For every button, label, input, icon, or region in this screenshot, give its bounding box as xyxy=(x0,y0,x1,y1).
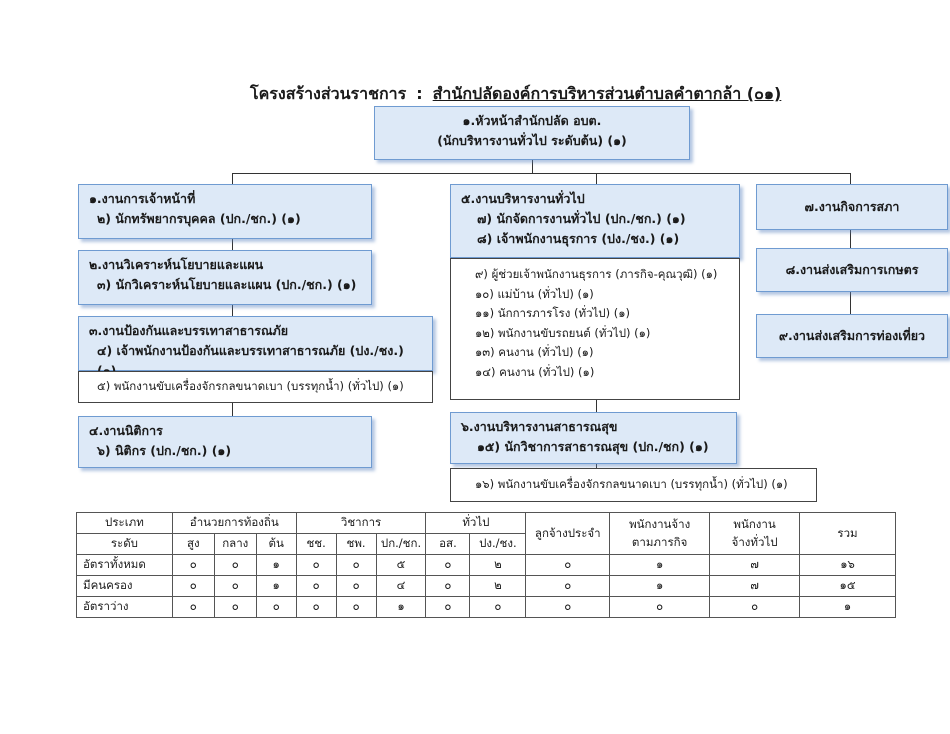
subheader: ชช. xyxy=(296,534,336,555)
table-header-row-1 xyxy=(77,513,896,534)
section-4-heading: ๔.งานนิติการ xyxy=(89,423,163,438)
section-3-disaster xyxy=(78,316,433,371)
table-cell: ๐ xyxy=(214,555,256,576)
section-5-heading: ๕.งานบริหารงานทั่วไป xyxy=(461,191,585,206)
subheader: ต้น xyxy=(256,534,296,555)
section-5-staff-item: ๑๓) คนงาน (ทั่วไป) (๑) xyxy=(475,345,594,359)
section-1-heading: ๑.งานการเจ้าหน้าที่ xyxy=(89,191,196,206)
header-general: ทั่วไป xyxy=(426,513,526,534)
table-cell: ๑ xyxy=(800,597,896,618)
table-cell: ๗ xyxy=(710,576,800,597)
section-6-position: ๑๕) นักวิชาการสาธารณสุข (ปก./ชก) (๑) xyxy=(477,439,709,454)
subheader: ชพ. xyxy=(336,534,376,555)
head-of-office-box xyxy=(374,106,690,160)
head-position: (นักบริหารงานทั่วไป ระดับต้น) (๑) xyxy=(437,133,627,148)
title-unit: สำนักปลัดองค์การบริหารส่วนตำบลคำตากล้า (๐๑) xyxy=(432,84,782,103)
header-academic: วิชาการ xyxy=(296,513,426,534)
row-label: อัตราว่าง xyxy=(77,597,173,618)
section-5-staff-item: ๑๔) คนงาน (ทั่วไป) (๑) xyxy=(475,364,595,379)
section-6-public-health xyxy=(450,412,737,464)
row-label: อัตราทั้งหมด xyxy=(77,555,173,576)
section-2-position: ๓) นักวิเคราะห์นโยบายและแผน (ปก./ชก.) (๑) xyxy=(97,277,357,292)
table-cell: ๐ xyxy=(710,597,800,618)
table-row xyxy=(77,597,896,618)
head-title: ๑.หัวหน้าสำนักปลัด อบต. xyxy=(462,113,602,128)
section-5-staff-item: ๙) ผู้ช่วยเจ้าพนักงานธุรการ (ภารกิจ-คุณวุฒิ) (๑) xyxy=(475,267,718,281)
table-cell: ๑ xyxy=(256,576,296,597)
section-3-staff-box xyxy=(78,371,433,403)
table-cell: ๑ xyxy=(376,597,426,618)
section-3-position: ๔) เจ้าพนักงานป้องกันและบรรเทาสาธารณภัย (ปง./ชง.) xyxy=(97,343,404,358)
table-cell: ๐ xyxy=(426,576,470,597)
table-cell: ๐ xyxy=(526,597,610,618)
page-title xyxy=(250,82,782,107)
subheader: กลาง xyxy=(214,534,256,555)
section-5-general-admin xyxy=(450,184,740,258)
section-4-legal xyxy=(78,416,372,468)
table-cell: ๐ xyxy=(336,576,376,597)
section-8-heading: ๘.งานส่งเสริมการเกษตร xyxy=(785,262,919,277)
section-5-staff-item: ๑๑) นักการภารโรง (ทั่วไป) (๑) xyxy=(475,306,631,320)
table-cell: ๐ xyxy=(172,576,214,597)
subheader: ปก./ชก. xyxy=(376,534,426,555)
table-row xyxy=(77,555,896,576)
table-cell: ๐ xyxy=(336,555,376,576)
subheader: สูง xyxy=(172,534,214,555)
table-cell: ๗ xyxy=(710,555,800,576)
header-general-employee: พนักงานจ้างทั่วไป xyxy=(710,513,800,555)
table-cell: ๑ xyxy=(610,555,710,576)
section-9-heading: ๙.งานส่งเสริมการท่องเที่ยว xyxy=(778,328,926,343)
connector-horizontal xyxy=(232,173,850,174)
section-1-position: ๒) นักทรัพยากรบุคคล (ปก./ชก.) (๑) xyxy=(97,211,301,226)
header-level: ระดับ xyxy=(77,534,173,555)
section-7-heading: ๗.งานกิจการสภา xyxy=(804,199,900,214)
table-cell: ๐ xyxy=(256,597,296,618)
section-5-position-2: ๘) เจ้าพนักงานธุรการ (ปง./ชง.) (๑) xyxy=(477,231,680,246)
connector-top-down xyxy=(532,160,533,174)
section-4-position: ๖) นิติกร (ปก./ชก.) (๑) xyxy=(97,443,232,458)
table-cell: ๐ xyxy=(336,597,376,618)
table-cell: ๕ xyxy=(376,555,426,576)
header-mission-employee: พนักงานจ้างตามภารกิจ xyxy=(610,513,710,555)
section-9-tourism xyxy=(756,314,948,358)
table-cell: ๑ xyxy=(256,555,296,576)
table-cell: ๐ xyxy=(296,576,336,597)
section-3-heading: ๓.งานป้องกันและบรรเทาสาธารณภัย xyxy=(89,323,289,338)
table-cell: ๑ xyxy=(610,576,710,597)
header-permanent-employee: ลูกจ้างประจำ xyxy=(526,513,610,555)
table-row xyxy=(77,576,896,597)
section-6-staff-box xyxy=(450,468,817,502)
table-cell: ๒ xyxy=(470,555,526,576)
header-local-admin: อำนวยการท้องถิ่น xyxy=(172,513,296,534)
header-total: รวม xyxy=(800,513,896,555)
table-cell: ๐ xyxy=(470,597,526,618)
table-cell: ๐ xyxy=(526,576,610,597)
section-2-policy xyxy=(78,250,372,305)
table-cell: ๐ xyxy=(426,555,470,576)
staff-summary-table xyxy=(76,512,896,618)
table-cell: ๑๕ xyxy=(800,576,896,597)
table-cell: ๐ xyxy=(526,555,610,576)
section-1-personnel xyxy=(78,184,372,239)
table-cell: ๐ xyxy=(296,555,336,576)
section-8-agriculture xyxy=(756,248,948,292)
section-5-staff-item: ๑๐) แม่บ้าน (ทั่วไป) (๑) xyxy=(475,286,594,301)
table-cell: ๐ xyxy=(214,576,256,597)
header-type: ประเภท xyxy=(77,513,173,534)
section-7-council xyxy=(756,184,948,230)
table-cell: ๐ xyxy=(610,597,710,618)
table-cell: ๐ xyxy=(296,597,336,618)
section-5-position-1: ๗) นักจัดการงานทั่วไป (ปก./ชก.) (๑) xyxy=(477,211,686,226)
table-cell: ๐ xyxy=(214,597,256,618)
section-6-heading: ๖.งานบริหารงานสาธารณสุข xyxy=(461,419,618,434)
connector-middle-vertical xyxy=(596,400,597,412)
table-cell: ๐ xyxy=(172,555,214,576)
table-cell: ๒ xyxy=(470,576,526,597)
section-5-staff-box xyxy=(450,258,740,400)
section-6-staff: ๑๖) พนักงานขับเครื่องจักรกลขนาดเบา (บรรทุกน้ำ) (ทั่วไป) (๑) xyxy=(475,477,788,491)
section-2-heading: ๒.งานวิเคราะห์นโยบายและแผน xyxy=(89,257,264,272)
table-cell: ๑๖ xyxy=(800,555,896,576)
row-label: มีคนครอง xyxy=(77,576,173,597)
title-main: โครงสร้างส่วนราชการ xyxy=(250,84,407,103)
table-cell: ๐ xyxy=(172,597,214,618)
table-cell: ๔ xyxy=(376,576,426,597)
subheader: ปง./ชง. xyxy=(470,534,526,555)
section-5-staff-item: ๑๒) พนักงานขับรถยนต์ (ทั่วไป) (๑) xyxy=(475,325,651,340)
table-cell: ๐ xyxy=(426,597,470,618)
subheader: อส. xyxy=(426,534,470,555)
section-3-staff: ๕) พนักงานขับเครื่องจักรกลขนาดเบา (บรรทุกน้ำ) (ทั่วไป) (๑) xyxy=(97,379,404,393)
title-separator: : xyxy=(416,84,423,103)
